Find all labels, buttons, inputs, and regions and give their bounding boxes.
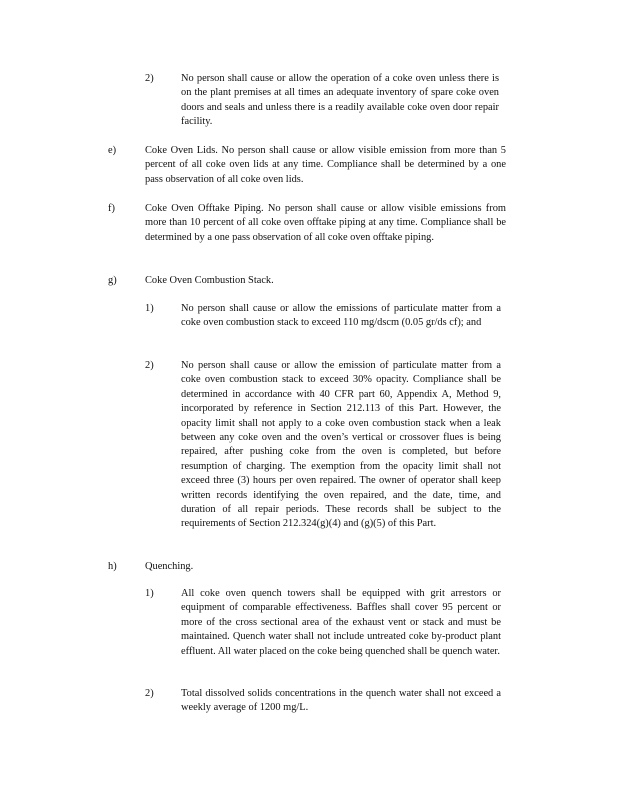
paragraph-text: All coke oven quench towers shall be equipped with grit arrestors or equipment of comparable effectiveness. Baffles shall cover 95 percent or more of the cross sectional area of the exhaust vent or stack and must be maintained. Quench water shall not include untreated coke by-product plant effluent. All water placed on the coke being quenched shall be quench water.	[181, 588, 501, 657]
paragraph-text: No person shall cause or allow the emission of particulate matter from a coke oven combustion stack to exceed 30% opacity. Compliance shall be determined in accordance with 40 CFR part 60, Appendix A, Method 9, incorporated by reference in Section 212.113 of this Part. However, the opacity limit shall not apply to a coke oven combustion stack when a leak between any coke oven and the oven’s vertical or crossover flues is being repaired, after pushing coke from the oven is completed, but before resumption of charging. The exemption from the opacity limit shall not exceed three (3) hours per oven repaired. The owner of operator shall keep written records identifying the oven repaired, and the date, time, and duration of all repair periods. These records shall be subject to the requirements of Section 212.324(g)(4) and (g)(5) of this Part.	[181, 360, 501, 530]
paragraph-text: No person shall cause or allow the operation of a coke oven unless there is on the plant premises at all times an adequate inventory of spare coke oven doors and seals and unless there is a readily available coke oven door repair facility.	[181, 73, 499, 128]
item-letter: g)	[108, 275, 117, 286]
item-letter: f)	[108, 203, 115, 214]
section-heading: Coke Oven Combustion Stack.	[145, 275, 274, 286]
paragraph-text: Total dissolved solids concentrations in the quench water shall not exceed a weekly average of 1200 mg/L.	[181, 688, 501, 714]
paragraph-text: Coke Oven Offtake Piping. No person shall cause or allow visible emissions from more than 10 percent of all coke oven offtake piping at any time. Compliance shall be determined by a one pass observation of all coke oven offtake piping.	[145, 203, 506, 243]
item-letter: h)	[108, 561, 117, 572]
item-number: 1)	[145, 588, 154, 599]
item-number: 1)	[145, 303, 154, 314]
item-number: 2)	[145, 360, 154, 371]
section-heading: Quenching.	[145, 561, 194, 572]
paragraph-text: Coke Oven Lids. No person shall cause or allow visible emission from more than 5 percent of all coke oven lids at any time. Compliance shall be determined by a one pass observation of all coke oven lids.	[145, 145, 506, 185]
item-number: 2)	[145, 688, 154, 699]
item-number: 2)	[145, 73, 154, 84]
item-letter: e)	[108, 145, 117, 156]
paragraph-text: No person shall cause or allow the emissions of particulate matter from a coke oven combustion stack to exceed 110 mg/dscm (0.05 gr/ds cf); and	[181, 303, 501, 329]
